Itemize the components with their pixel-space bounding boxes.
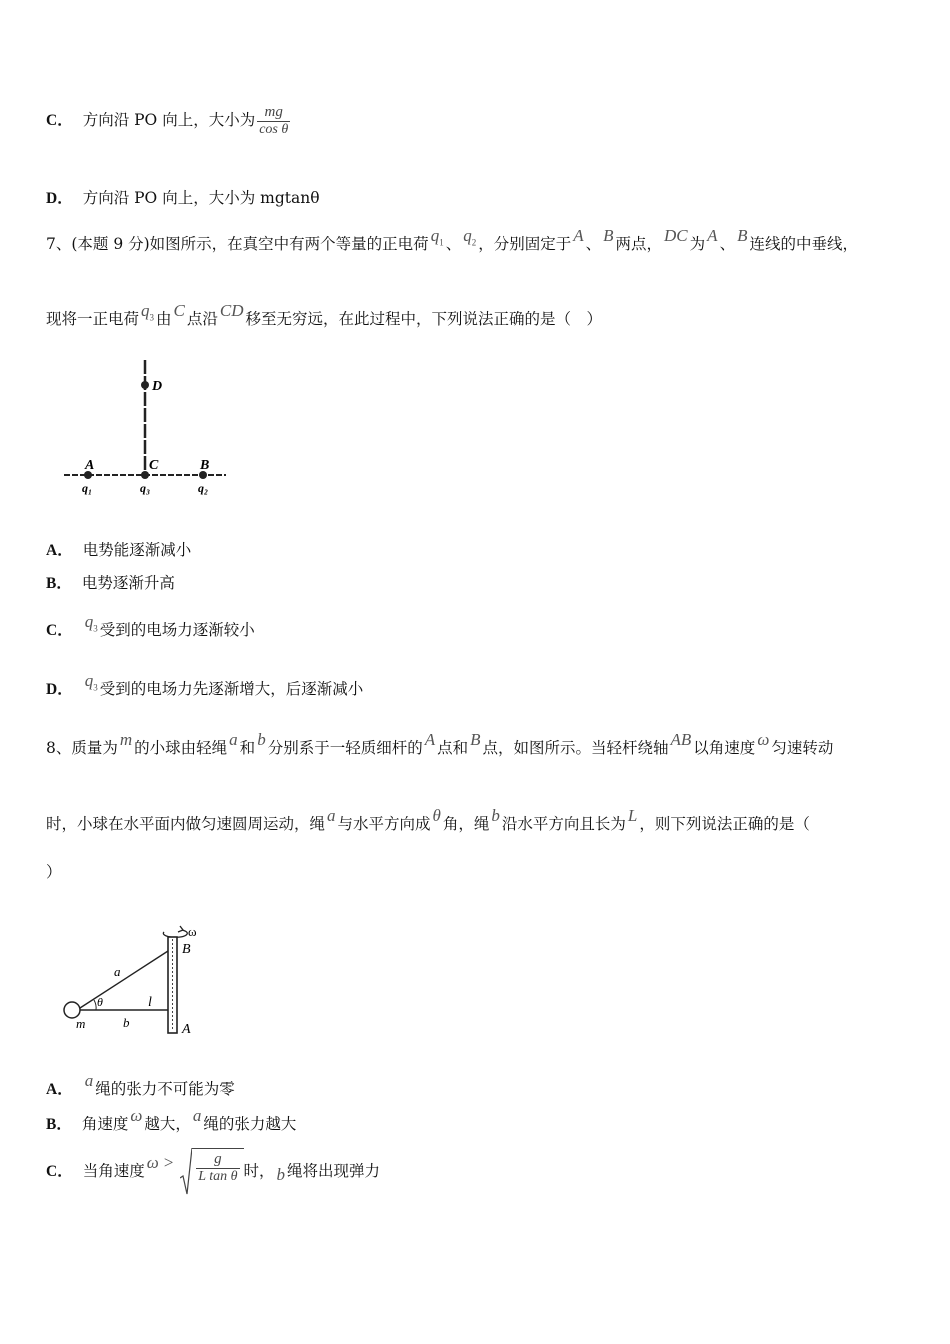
q8-stem-line2: 时，小球在水平面内做匀速圆周运动，绳 a 与水平方向成 θ 角，绳 b 沿水平方向且长为 L ，则下列说法正确的是（ <box>46 806 810 833</box>
rope-a <box>80 951 168 1008</box>
charge-q3-dot <box>141 471 149 479</box>
label-a-rope: a <box>114 964 121 979</box>
q7-charge-figure <box>60 352 240 502</box>
label-theta: θ <box>97 995 103 1009</box>
label-a-point: A <box>182 1022 191 1037</box>
mg-over-cos-theta: $\frac{mg}{\text{cos θ}}$ <box>259 104 289 137</box>
label-omega: ω <box>188 924 197 939</box>
q8-rotating-rod-figure <box>60 920 220 1045</box>
theta-arc <box>94 1000 96 1010</box>
radical-sign <box>180 1148 192 1196</box>
q6-option-d: D． 方向沿 PO 向上，大小为 mgtanθ <box>46 189 320 207</box>
q7-option-b: B． 电势逐渐升高 <box>46 574 175 592</box>
rotation-arrow-head <box>178 926 183 932</box>
label-d: D <box>152 379 163 394</box>
q7-option-d: D． $q_3$ 受到的电场力先逐渐增大，后逐渐减小 <box>46 671 364 698</box>
label-m: m <box>76 1016 86 1031</box>
sqrt-g-over-l-tan-theta: $\frac{g}{\text{L tan θ}}$ <box>180 1148 243 1196</box>
label-q2: q₂ <box>198 481 209 495</box>
q8-stem-line3: ） <box>46 863 62 881</box>
q8-stem-line1: 8、质量为 m 的小球由轻绳 a 和 b 分别系于一轻质细杆的 A 点和 B 点，如图所示。当轻杆绕轴 AB 以角速度 ω 匀速转动 <box>46 730 834 757</box>
label-b-point: B <box>182 942 191 957</box>
point-d <box>141 381 149 389</box>
label-b: B <box>200 458 210 473</box>
q8-option-a: A． a 绳的张力不可能为零 <box>46 1071 235 1098</box>
q7-option-c: C． $q_3$ 受到的电场力逐渐较小 <box>46 612 255 639</box>
q6-option-c: C． 方向沿 PO 向上，大小为 $\frac{mg}{\text{cos θ}}$ <box>46 104 289 137</box>
label-l: l <box>148 995 152 1010</box>
q8-option-b: B． 角速度 ω 越大， a 绳的张力越大 <box>46 1106 297 1133</box>
label-c: C <box>149 458 159 473</box>
label-b-rope: b <box>123 1015 130 1030</box>
label-a: A <box>85 458 95 473</box>
label-q3: q₃ <box>140 481 151 495</box>
q7-option-a: A． 电势能逐渐减小 <box>46 541 192 559</box>
q8-option-c: C． 当角速度 ω > $\frac{g}{\text{L tan θ}}$ 时， b 绳将出现弹力 <box>46 1148 380 1196</box>
q7-stem-line1: 7、(本题 9 分)如图所示，在真空中有两个等量的正电荷 $q_1$ 、 $q_2$ ，分别固定于 A 、 B 两点， DC 为 A 、 B 连线的中垂线， <box>46 226 858 253</box>
label-q1: q₁ <box>82 481 93 495</box>
q7-stem-line2: 现将一正电荷 $q_3$ 由 C 点沿 CD 移至无穷远，在此过程中，下列说法正确的是（ ） <box>46 301 603 328</box>
